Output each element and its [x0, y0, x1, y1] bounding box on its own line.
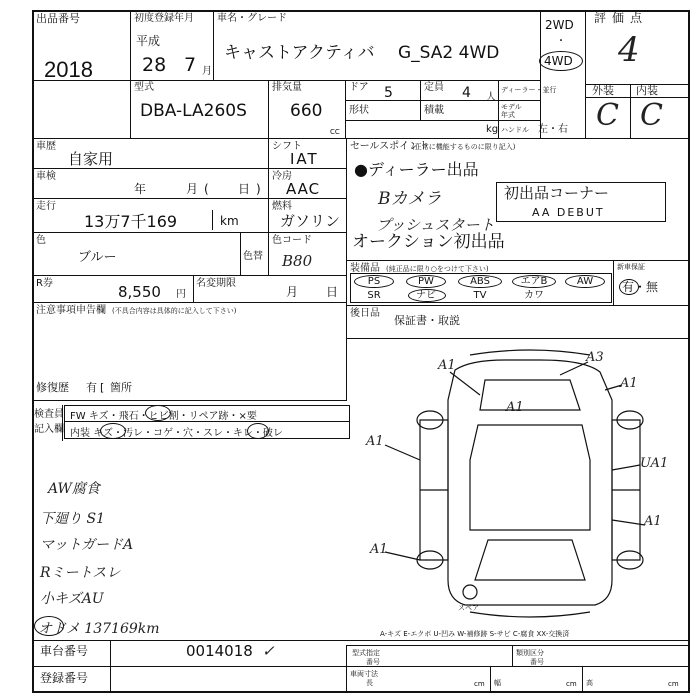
- damage-mark: A1: [438, 358, 456, 373]
- color-label: 色: [36, 235, 46, 246]
- cc-unit: CC: [330, 128, 340, 136]
- declaration-note: (不具合内容は具体的に記入して下さい): [112, 307, 237, 315]
- length-unit: 長: [366, 679, 373, 687]
- check-item: 飛石: [118, 411, 139, 422]
- grade: G_SA2 4WD: [398, 43, 500, 63]
- check-item: スレ: [203, 428, 223, 439]
- check-item: 内装: [70, 428, 90, 439]
- equip-navi: ナビ: [416, 290, 436, 301]
- damage-mark: A3: [586, 350, 604, 365]
- registration-label: 登録番号: [40, 671, 89, 685]
- deadline-month-unit: 月: [286, 285, 299, 299]
- handwritten-note: AW腐食: [48, 481, 100, 497]
- shift-value: IAT: [290, 150, 319, 168]
- equip-tv: TV: [473, 290, 487, 301]
- registration-month: 7: [184, 54, 197, 76]
- fuel-value: ガソリン: [280, 212, 341, 230]
- dealer-label: ディーラー・並行: [501, 86, 557, 94]
- certificate-label: 型式指定: [352, 649, 380, 657]
- mileage-label: 走行: [36, 201, 56, 212]
- registration-deadline-label: 名変期限: [196, 278, 236, 289]
- new-car-warranty-label: 新車保証: [617, 263, 645, 271]
- check-item: リペア跡: [188, 411, 229, 422]
- equip-leather: カワ: [524, 290, 544, 301]
- history-value: 自家用: [68, 150, 114, 168]
- recycle-label: R券: [36, 278, 53, 289]
- sales-point-label: セールスポイント: [350, 141, 430, 152]
- car-name-label: 車名・グレード: [217, 13, 287, 24]
- shift-label: シフト: [272, 141, 302, 152]
- check-item: 穴: [183, 428, 193, 439]
- check-item: ×要: [238, 411, 257, 422]
- check-item: 破レ: [262, 428, 283, 439]
- drive-2wd: 2WD: [545, 18, 574, 32]
- recycle-amount: 8,550: [118, 283, 161, 301]
- first-registration-label: 初度登録年月: [134, 13, 194, 24]
- handwritten-note: マットガードA: [40, 537, 134, 553]
- check-mark-icon: ✓: [262, 642, 275, 660]
- damage-mark: A1: [620, 376, 638, 391]
- check-item: 汚レ: [123, 428, 143, 439]
- handwritten-note: オドメ 137169km: [38, 621, 160, 637]
- capacity: 4: [462, 85, 471, 101]
- height-cm: cm: [668, 680, 679, 688]
- check-item: キズ: [93, 428, 113, 439]
- class-unit: 番号: [530, 658, 544, 666]
- score-value: 4: [618, 30, 640, 70]
- spare-label: スペア: [458, 604, 479, 612]
- documents-label: 後日品: [350, 308, 380, 319]
- load-label: 積載: [424, 105, 444, 116]
- handle-label: ハンドル: [501, 126, 529, 134]
- inspection-open: (: [204, 182, 209, 196]
- inspector-label: 検査員: [34, 409, 64, 420]
- height-unit: 高: [586, 679, 593, 687]
- chassis-label: 車台番号: [40, 644, 89, 658]
- model: DBA-LA260S: [140, 101, 247, 121]
- ac-value: AAC: [286, 180, 321, 198]
- yen-unit: 円: [176, 289, 186, 300]
- shape-label: 形状: [349, 105, 369, 116]
- repair-value: 有: [86, 381, 97, 394]
- inspection-day-unit: 日: [238, 182, 251, 196]
- damage-mark: A1: [506, 400, 524, 415]
- lot-number: 2018: [44, 57, 93, 82]
- dealer-listing: ●ディーラー出品: [354, 160, 479, 179]
- handwritten-note: Rミートスレ: [40, 565, 121, 581]
- displacement-label: 排気量: [272, 82, 302, 93]
- check-item: コゲ: [153, 428, 173, 439]
- handwritten-sales: プッシュスタート: [376, 216, 495, 234]
- mileage-value: 13万7千169: [84, 212, 178, 231]
- sales-point-note: (正常に機能するものに限り記入): [412, 143, 516, 151]
- capacity-label: 定員: [424, 82, 444, 93]
- repair-label: 修復歴: [36, 381, 69, 394]
- color-code-label: 色コード: [272, 235, 312, 246]
- repair-bracket: [: [100, 381, 105, 394]
- handwritten-note: 下廻り S1: [40, 511, 105, 527]
- check-item: FW: [70, 411, 86, 422]
- class-label: 類別区分: [516, 649, 544, 657]
- drive-separator: ・: [556, 36, 566, 47]
- registration-year: 28: [142, 54, 167, 76]
- equip-airbag: エアB: [520, 276, 548, 287]
- color-change-label: 色替: [243, 251, 263, 262]
- grid-line: [582, 666, 583, 693]
- first-listing-corner: 初出品コーナー: [504, 184, 610, 202]
- car-name: キャストアクティバ: [224, 43, 375, 63]
- equipment-note: (純正品に限り○をつけて下さい): [386, 265, 489, 273]
- equip-abs: ABS: [470, 276, 490, 287]
- aa-debut: AA DEBUT: [532, 206, 605, 219]
- damage-mark: A1: [370, 542, 388, 557]
- displacement: 660: [290, 101, 323, 121]
- dimension-label: 車両寸法: [350, 670, 378, 678]
- drive-4wd: 4WD: [544, 54, 573, 68]
- km-unit: km: [220, 214, 239, 228]
- history-label: 車歴: [36, 141, 56, 152]
- doors-label: ドア: [349, 82, 369, 93]
- month-unit: 月: [202, 66, 212, 77]
- model-year-label: モデル年式: [501, 103, 522, 119]
- lot-number-label: 出品番号: [36, 12, 80, 25]
- equipment-label: 装備品: [350, 263, 380, 274]
- interior-label: 内装: [636, 84, 658, 97]
- equip-pw: PW: [418, 276, 434, 287]
- model-label: 型式: [134, 82, 154, 93]
- equip-aw: AW: [576, 276, 594, 287]
- check-item: ヒビ割: [148, 411, 179, 422]
- damage-mark: A1: [366, 434, 384, 449]
- inspector-row2: 内装 キズ・汚レ・コゲ・穴・スレ・キレ・破レ: [70, 428, 283, 439]
- repair-place-label: 箇所: [110, 381, 132, 394]
- handwritten-sales: Bカメラ: [378, 189, 442, 209]
- kg-unit: kg: [486, 124, 499, 135]
- chassis-number: 0014018: [186, 642, 253, 660]
- damage-mark: UA1: [640, 456, 669, 471]
- grid-line: [490, 666, 491, 693]
- inspection-label: 車検: [36, 171, 56, 182]
- inspector-note-label: 記入欄: [34, 424, 64, 435]
- width-unit: 幅: [494, 679, 501, 687]
- warranty-value: 有・無: [622, 280, 659, 294]
- deadline-day-unit: 日: [326, 285, 339, 299]
- inspector-row1: FW キズ・飛石・ヒビ割・リペア跡・×要: [70, 411, 257, 422]
- check-item: キレ: [233, 428, 253, 439]
- handwritten-note: 小キズAU: [40, 591, 104, 607]
- exterior-label: 外装: [592, 84, 614, 97]
- documents-value: 保証書・取説: [394, 314, 460, 327]
- color-value: ブルー: [78, 250, 117, 265]
- inspection-close: ): [256, 182, 261, 196]
- inspection-year-unit: 年: [134, 182, 147, 196]
- era: 平成: [136, 34, 161, 48]
- length-cm: cm: [474, 680, 485, 688]
- equip-sr: SR: [367, 290, 381, 301]
- handle-value: 左・右: [538, 124, 568, 135]
- check-item: キズ: [88, 411, 109, 422]
- damage-mark: A1: [644, 514, 662, 529]
- inspection-month-unit: 月: [186, 182, 199, 196]
- declaration-label: 注意事項申告欄: [36, 305, 106, 316]
- color-code-value: B80: [282, 252, 313, 270]
- doors: 5: [384, 85, 393, 101]
- person-unit: 人: [486, 92, 496, 103]
- auction-first-listing: オークション初出品: [352, 232, 505, 252]
- damage-legend: A-キズ E-エクボ U-凹み W-補修跡 S-サビ C-腐食 XX-交換済: [380, 630, 570, 638]
- equip-ps: PS: [367, 276, 381, 287]
- certificate-unit: 番号: [366, 658, 380, 666]
- ac-label: 冷房: [272, 171, 292, 182]
- width-cm: cm: [566, 680, 577, 688]
- exterior-grade: C: [596, 98, 619, 133]
- interior-grade: C: [640, 98, 663, 133]
- fuel-label: 燃料: [272, 201, 292, 212]
- score-label: 評価点: [594, 11, 649, 25]
